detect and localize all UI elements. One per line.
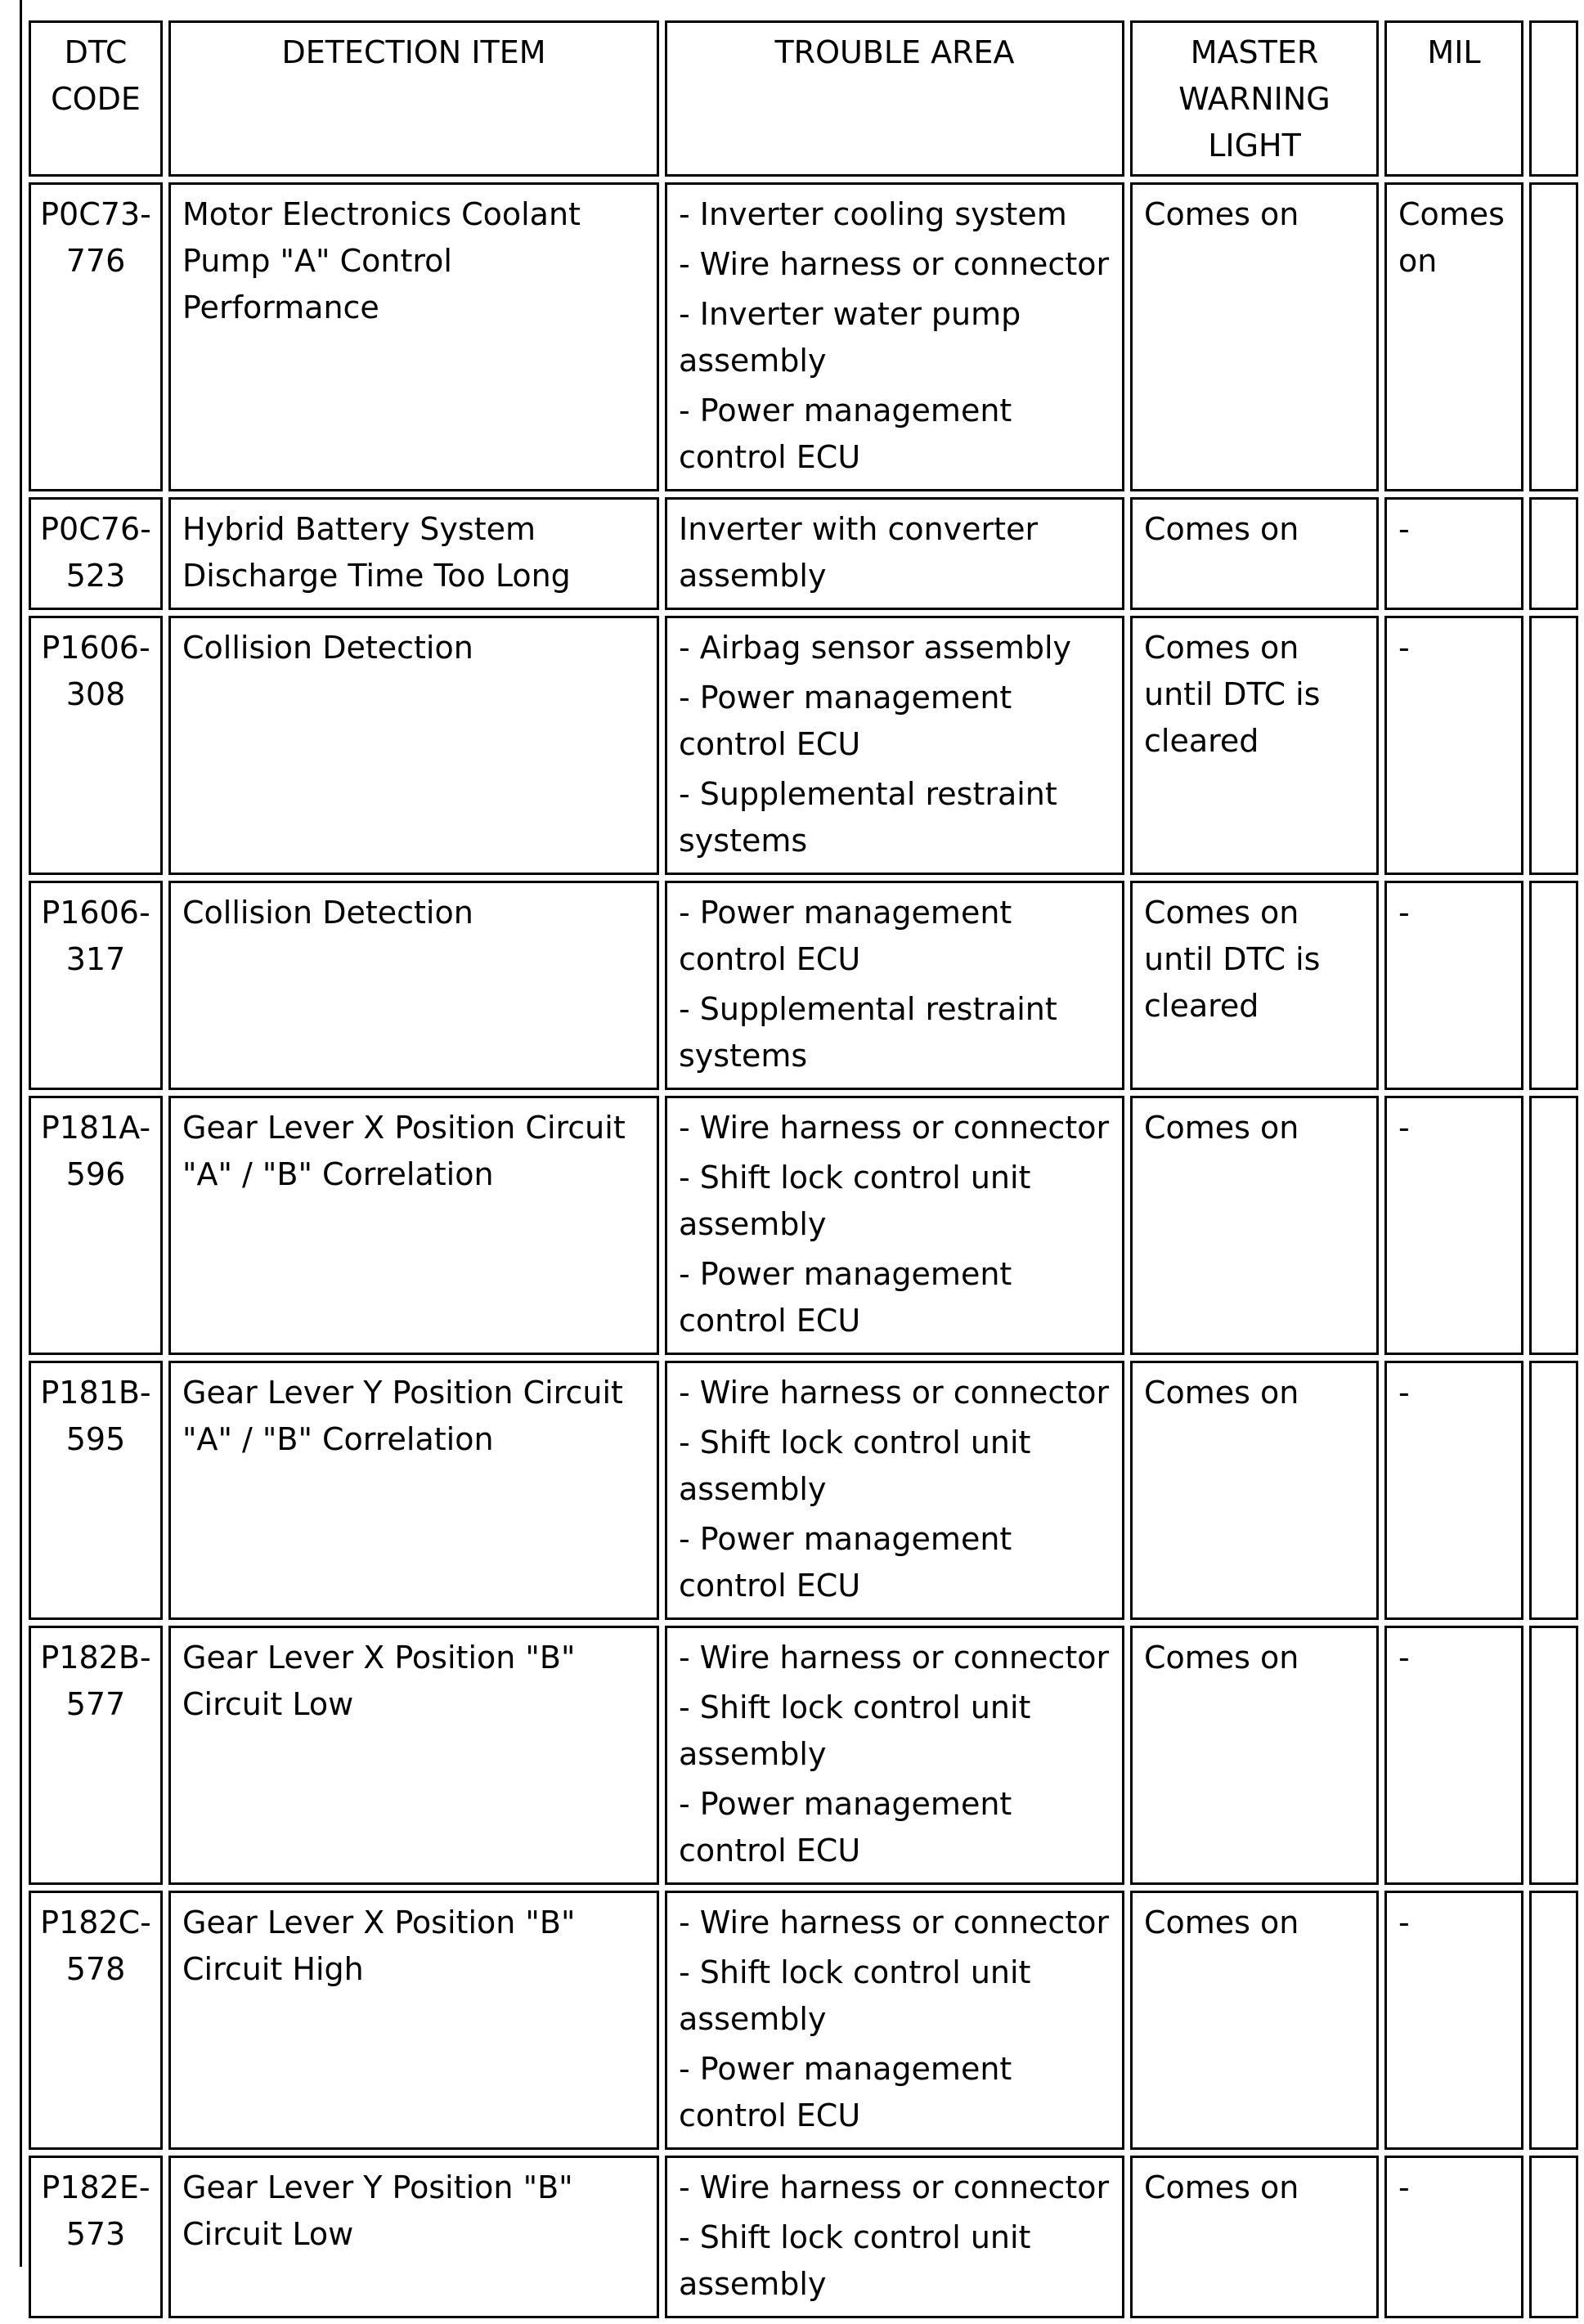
dtc-code-suffix: 595	[65, 1421, 126, 1457]
cell-cut-off	[1529, 1361, 1578, 1620]
header-master-warning-light: MASTER WARNING LIGHT	[1130, 20, 1379, 177]
cell-detection-item: Collision Detection	[168, 881, 659, 1090]
trouble-area-list	[679, 1900, 1111, 2139]
cell-cut-off	[1529, 182, 1578, 491]
trouble-area-item: - Shift lock control unit assembly	[679, 1160, 1031, 1242]
header-mil: MIL	[1384, 20, 1523, 177]
table-row	[29, 2156, 1578, 2318]
dtc-table	[23, 15, 1584, 2324]
table-row	[29, 1361, 1578, 1620]
dtc-code-suffix: 596	[65, 1156, 126, 1192]
cell-trouble-area	[665, 497, 1124, 610]
trouble-area-item: - Power management control ECU	[679, 1521, 1012, 1604]
trouble-area-item: - Wire harness or connector	[679, 246, 1110, 282]
table-body	[29, 182, 1578, 2318]
header-cut-off	[1529, 20, 1578, 177]
cell-mil: -	[1384, 1361, 1523, 1620]
dtc-code-prefix: P1606-	[41, 895, 150, 931]
dtc-code-suffix: 578	[65, 1951, 126, 1987]
trouble-area-item: - Shift lock control unit assembly	[679, 1689, 1031, 1772]
trouble-area-list	[679, 2165, 1111, 2308]
cell-dtc-code	[29, 1361, 163, 1620]
cell-dtc-code	[29, 881, 163, 1090]
table-row	[29, 1096, 1578, 1355]
cell-detection-item: Motor Electronics Coolant Pump "A" Control Performance	[168, 182, 659, 491]
cell-master-warning-light: Comes on until DTC is cleared	[1130, 881, 1379, 1090]
cell-dtc-code	[29, 497, 163, 610]
cell-detection-item: Gear Lever X Position "B" Circuit Low	[168, 1626, 659, 1885]
table-row	[29, 881, 1578, 1090]
dtc-code-prefix: P181A-	[40, 1110, 151, 1146]
trouble-area-list	[679, 1370, 1111, 1609]
header-detection-item: DETECTION ITEM	[168, 20, 659, 177]
trouble-area-item: - Power management control ECU	[679, 680, 1012, 762]
cell-cut-off	[1529, 2156, 1578, 2318]
cell-dtc-code	[29, 1891, 163, 2150]
cell-master-warning-light: Comes on until DTC is cleared	[1130, 616, 1379, 875]
cell-trouble-area	[665, 616, 1124, 875]
cell-detection-item: Hybrid Battery System Discharge Time Too Long	[168, 497, 659, 610]
cell-dtc-code	[29, 1096, 163, 1355]
cell-detection-item: Gear Lever Y Position "B" Circuit Low	[168, 2156, 659, 2318]
table-header-row	[29, 20, 1578, 177]
cell-master-warning-light: Comes on	[1130, 1891, 1379, 2150]
cell-master-warning-light: Comes on	[1130, 497, 1379, 610]
trouble-area-item: - Power management control ECU	[679, 1786, 1012, 1869]
table-row	[29, 497, 1578, 610]
dtc-code-prefix: P0C76-	[40, 511, 151, 547]
cell-master-warning-light: Comes on	[1130, 1361, 1379, 1620]
cell-detection-item: Gear Lever X Position Circuit "A" / "B" Correlation	[168, 1096, 659, 1355]
trouble-area-item: - Wire harness or connector	[679, 1110, 1110, 1146]
trouble-area-item: - Power management control ECU	[679, 1256, 1012, 1339]
cell-master-warning-light: Comes on	[1130, 1626, 1379, 1885]
trouble-area-list	[679, 625, 1111, 864]
cell-mil: -	[1384, 616, 1523, 875]
cell-master-warning-light: Comes on	[1130, 1096, 1379, 1355]
cell-trouble-area	[665, 2156, 1124, 2318]
trouble-area-item: - Shift lock control unit assembly	[679, 1954, 1031, 2037]
cell-mil: -	[1384, 1626, 1523, 1885]
trouble-area-list	[679, 890, 1111, 1079]
cell-dtc-code	[29, 2156, 163, 2318]
page-left-rule	[20, 0, 22, 2267]
cell-master-warning-light: Comes on	[1130, 2156, 1379, 2318]
dtc-code-suffix: 523	[65, 558, 126, 594]
trouble-area-item: - Wire harness or connector	[679, 1905, 1110, 1940]
cell-mil: -	[1384, 881, 1523, 1090]
trouble-area-item: - Wire harness or connector	[679, 1640, 1110, 1676]
trouble-area-item: - Shift lock control unit assembly	[679, 2219, 1031, 2302]
dtc-code-prefix: P181B-	[40, 1375, 151, 1411]
cell-trouble-area	[665, 1361, 1124, 1620]
cell-trouble-area	[665, 1096, 1124, 1355]
cell-detection-item: Collision Detection	[168, 616, 659, 875]
trouble-area-item: - Wire harness or connector	[679, 2169, 1110, 2205]
trouble-area-item: - Airbag sensor assembly	[679, 630, 1072, 666]
dtc-code-suffix: 573	[65, 2216, 126, 2252]
trouble-area-list	[679, 1635, 1111, 1874]
trouble-area-item: Inverter with converter assembly	[679, 511, 1039, 594]
trouble-area-item: - Power management control ECU	[679, 393, 1012, 475]
cell-mil: -	[1384, 2156, 1523, 2318]
cell-cut-off	[1529, 1891, 1578, 2150]
trouble-area-item: - Wire harness or connector	[679, 1375, 1110, 1411]
trouble-area-item: - Power management control ECU	[679, 2051, 1012, 2133]
cell-dtc-code	[29, 1626, 163, 1885]
dtc-code-prefix: P182C-	[40, 1905, 151, 1940]
cell-trouble-area	[665, 182, 1124, 491]
cell-cut-off	[1529, 1096, 1578, 1355]
trouble-area-item: - Shift lock control unit assembly	[679, 1424, 1031, 1507]
table-row	[29, 182, 1578, 491]
cell-detection-item: Gear Lever Y Position Circuit "A" / "B" Correlation	[168, 1361, 659, 1620]
cell-detection-item: Gear Lever X Position "B" Circuit High	[168, 1891, 659, 2150]
trouble-area-list	[679, 506, 1111, 599]
cell-trouble-area	[665, 1891, 1124, 2150]
cell-cut-off	[1529, 1626, 1578, 1885]
trouble-area-item: - Supplemental restraint systems	[679, 991, 1057, 1074]
cell-cut-off	[1529, 497, 1578, 610]
table-row	[29, 1626, 1578, 1885]
trouble-area-item: - Power management control ECU	[679, 895, 1012, 977]
cell-master-warning-light: Comes on	[1130, 182, 1379, 491]
cell-dtc-code	[29, 616, 163, 875]
header-trouble-area: TROUBLE AREA	[665, 20, 1124, 177]
dtc-code-suffix: 317	[65, 941, 126, 977]
cell-mil: -	[1384, 1891, 1523, 2150]
table-row	[29, 616, 1578, 875]
header-dtc-code: DTC CODE	[29, 20, 163, 177]
dtc-code-suffix: 577	[65, 1686, 126, 1722]
dtc-code-prefix: P0C73-	[40, 196, 151, 232]
trouble-area-item: - Inverter water pump assembly	[679, 296, 1021, 379]
trouble-area-list	[679, 191, 1111, 481]
dtc-code-prefix: P182B-	[40, 1640, 151, 1676]
trouble-area-list	[679, 1105, 1111, 1344]
cell-mil: Comes on	[1384, 182, 1523, 491]
trouble-area-item: - Inverter cooling system	[679, 196, 1067, 232]
dtc-code-prefix: P182E-	[41, 2169, 150, 2205]
table-row	[29, 1891, 1578, 2150]
trouble-area-item: - Supplemental restraint systems	[679, 776, 1057, 859]
cell-mil: -	[1384, 497, 1523, 610]
cell-dtc-code	[29, 182, 163, 491]
cell-trouble-area	[665, 881, 1124, 1090]
cell-mil: -	[1384, 1096, 1523, 1355]
dtc-code-prefix: P1606-	[41, 630, 150, 666]
cell-trouble-area	[665, 1626, 1124, 1885]
cell-cut-off	[1529, 881, 1578, 1090]
dtc-code-suffix: 776	[65, 243, 126, 279]
dtc-code-suffix: 308	[65, 676, 126, 712]
cell-cut-off	[1529, 616, 1578, 875]
